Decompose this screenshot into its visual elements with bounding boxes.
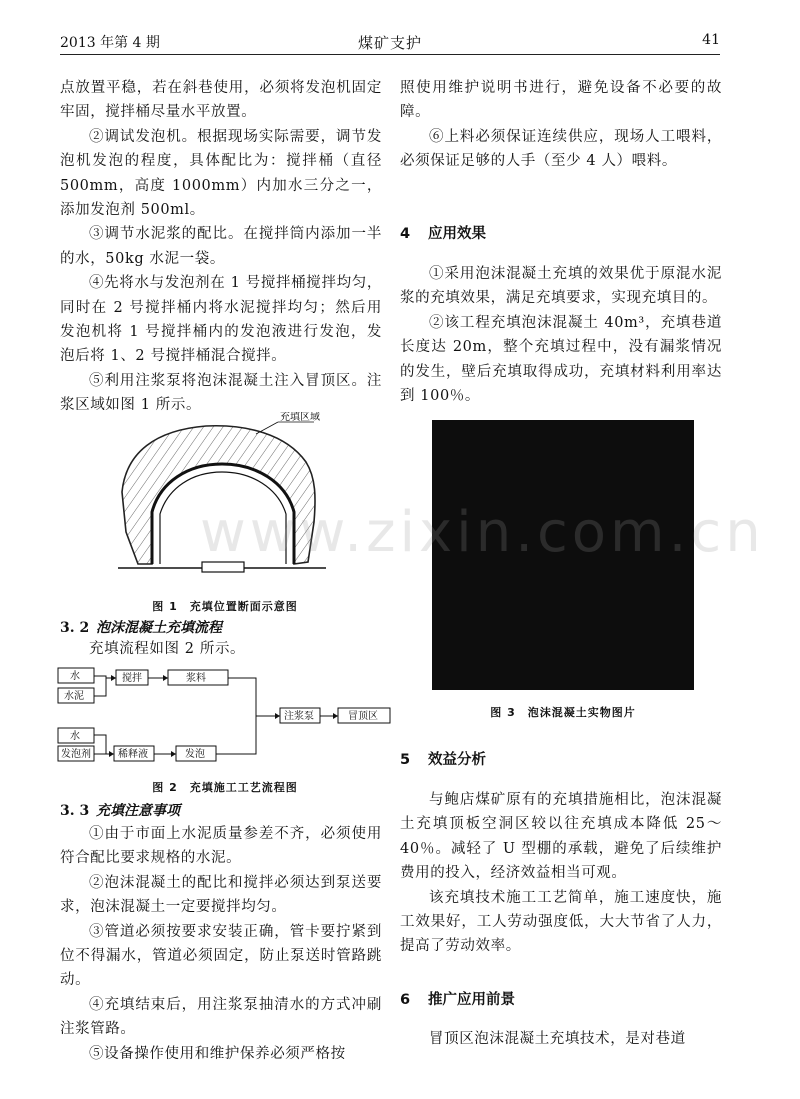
flow-node-pump: 注浆泵 [284, 711, 314, 722]
section-title: 充填注意事项 [96, 803, 180, 819]
figure-3-photo [432, 420, 694, 690]
right-column-top [400, 76, 722, 174]
flow-node-roof-fall-area: 冒顶区 [348, 711, 378, 722]
section-number: 6 [400, 992, 411, 1008]
paragraph: ④充填结束后，用注浆泵抽清水的方式冲刷注浆管路。 [60, 996, 382, 1038]
paragraph: ②泡沫混凝土的配比和搅拌必须达到泵送要求，泡沫混凝土一定要搅拌均匀。 [60, 874, 382, 916]
section-4-heading [400, 222, 486, 243]
section-6-heading [400, 988, 515, 1009]
section-number: 5 [400, 752, 411, 768]
paragraph: ①采用泡沫混凝土充填的效果优于原混水泥浆的充填效果，满足充填要求，实现充填目的。 [400, 266, 722, 307]
figure-2-caption: 图 2 充填施工工艺流程图 [152, 781, 298, 794]
section-number: 4 [400, 226, 411, 242]
section-3-2-heading [60, 617, 222, 637]
flow-node-water-2: 水 [70, 731, 80, 742]
paragraph: ①由于市面上水泥质量参差不齐，必须使用符合配比要求规格的水泥。 [60, 826, 382, 867]
left-column-bottom [60, 822, 382, 1066]
section-5-heading [400, 748, 486, 769]
paragraph: ⑥上料必须保证连续供应，现场人工喂料，必须保证足够的人手（至少 4 人）喂料。 [400, 128, 722, 170]
watermark: www.zixin.com.cn [200, 500, 765, 565]
paragraph: 照使用维护说明书进行，避免设备不必要的故障。 [400, 80, 722, 121]
flow-node-cement: 水泥 [64, 691, 84, 702]
page-number: 41 [702, 32, 720, 48]
flow-node-mix: 搅拌 [122, 673, 142, 684]
journal-title: 煤矿支护 [357, 34, 422, 52]
paragraph: ②该工程充填泡沫混凝土 40m³，充填巷道长度达 20m，整个充填过程中，没有漏浆情况的发生，壁后充填取得成功，充填材料利用率达到 100％。 [400, 314, 722, 405]
flow-node-slurry: 浆料 [186, 673, 206, 684]
left-column-top [60, 76, 382, 418]
paragraph: 冒顶区泡沫混凝土充填技术，是对巷道 [429, 1031, 686, 1047]
flow-node-foaming-agent: 发泡剂 [61, 749, 91, 760]
section-number: 3. 2 [60, 620, 90, 636]
figure-1-caption: 图 1 充填位置断面示意图 [152, 600, 298, 613]
paragraph: ④先将水与发泡剂在 1 号搅拌桶搅拌均匀，同时在 2 号搅拌桶内将水泥搅拌均匀；然后用发泡机将 1 号搅拌桶内的发泡液进行发泡，发泡后将 1、2 号搅拌桶混合搅拌。 [60, 275, 382, 365]
right-column-s6 [400, 1027, 722, 1051]
paragraph: ②调试发泡机。根据现场实际需要，调节发泡机发泡的程度，具体配比为：搅拌桶（直径 500mm，高度 1000mm）内加水三分之一，添加发泡剂 500ml。 [60, 128, 382, 219]
paragraph: 与鲍店煤矿原有的充填措施相比，泡沫混凝土充填顶板空洞区较以往充填成本降低 25～40％。减轻了 U 型棚的承载，避免了后续维护费用的投入，经济效益相当可观。 [400, 792, 722, 882]
figure-1-tunnel-section [116, 412, 328, 590]
section-title: 效益分析 [428, 752, 486, 768]
paragraph: ⑤利用注浆泵将泡沫混凝土注入冒顶区。注浆区域如图 1 所示。 [60, 372, 382, 414]
section-title: 推广应用前景 [428, 992, 515, 1008]
section-title: 泡沫混凝土充填流程 [96, 620, 222, 636]
paragraph: 该充填技术施工工艺简单，施工速度快，施工效果好，工人劳动强度低，大大节省了人力，提高了劳动效率。 [400, 889, 722, 955]
paragraph: ③管道必须按要求安装正确，管卡要拧紧到位不得漏水，管道必须固定，防止泵送时管路跳动。 [60, 923, 382, 989]
figure-3-caption: 图 3 泡沫混凝土实物图片 [490, 706, 636, 719]
paragraph: 点放置平稳，若在斜巷使用，必须将发泡机固定牢固，搅拌桶尽量水平放置。 [60, 80, 382, 121]
fig1-label: 充填区域 [280, 412, 320, 423]
page-header [60, 28, 720, 55]
issue-label: 2013 年第 4 期 [60, 35, 160, 51]
flow-node-water: 水 [70, 671, 80, 682]
section-title: 应用效果 [428, 226, 486, 242]
flow-node-dilution: 稀释液 [118, 749, 148, 760]
paragraph: ⑤设备操作使用和维护保养必须严格按 [89, 1045, 346, 1062]
section-number: 3. 3 [60, 803, 90, 819]
right-column-s5 [400, 788, 722, 959]
right-column-s4 [400, 262, 722, 408]
flow-node-foaming: 发泡 [185, 749, 205, 760]
paragraph: ③调节水泥浆的配比。在搅拌筒内添加一半的水，50kg 水泥一袋。 [60, 226, 382, 267]
section-3-3-heading [60, 800, 180, 820]
paragraph: 充填流程如图 2 所示。 [89, 641, 246, 657]
